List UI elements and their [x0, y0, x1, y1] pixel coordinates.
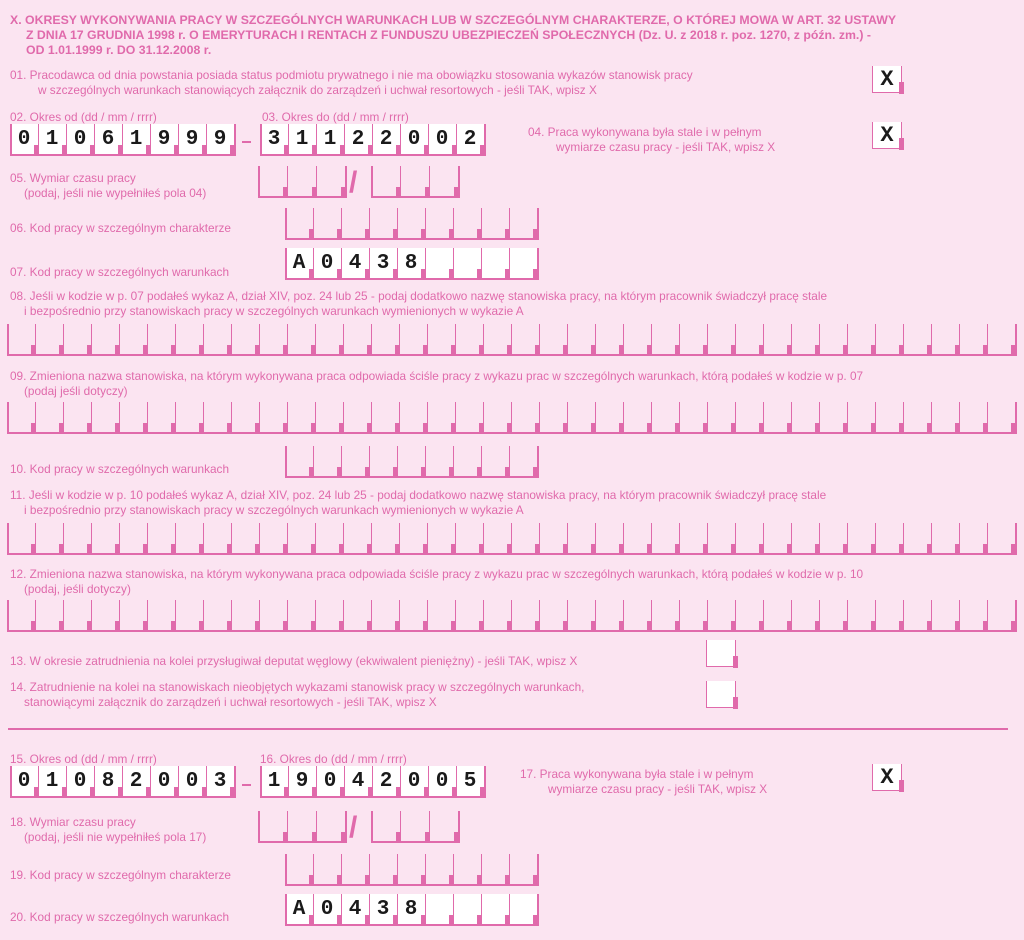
- char-cell[interactable]: 3: [206, 766, 236, 798]
- char-cell[interactable]: [341, 208, 369, 240]
- field-03-label: 03. Okres do (dd / mm / rrrr): [262, 110, 409, 124]
- char-cell[interactable]: [259, 600, 287, 632]
- field-11-cells[interactable]: [7, 523, 1017, 554]
- char-cell[interactable]: [175, 523, 203, 555]
- char-cell[interactable]: [399, 523, 427, 555]
- char-cell[interactable]: [231, 600, 259, 632]
- char-cell[interactable]: [735, 600, 763, 632]
- header-line-2: Z DNIA 17 GRUDNIA 1998 r. O EMERYTURACH I RENTACH Z FUNDUSZU UBEZPIECZEŃ SPOŁECZNYCH (Dz. U. z 2018 r. poz. 1270, z późn. zm.) -: [26, 28, 871, 42]
- char-cell[interactable]: [258, 811, 287, 843]
- char-cell[interactable]: [509, 208, 539, 240]
- char-cell[interactable]: [875, 600, 903, 632]
- char-cell[interactable]: [91, 402, 119, 434]
- char-cell[interactable]: [959, 600, 987, 632]
- char-cell[interactable]: [147, 523, 175, 555]
- char-cell[interactable]: [147, 600, 175, 632]
- char-cell[interactable]: [819, 402, 847, 434]
- field-17-checkbox[interactable]: X: [872, 764, 902, 791]
- char-cell[interactable]: [987, 600, 1017, 632]
- char-cell[interactable]: [231, 523, 259, 555]
- char-cell[interactable]: [285, 446, 313, 478]
- char-cell[interactable]: [791, 402, 819, 434]
- char-cell[interactable]: [369, 854, 397, 886]
- char-cell[interactable]: [707, 324, 735, 356]
- char-cell[interactable]: [481, 208, 509, 240]
- char-cell[interactable]: [259, 324, 287, 356]
- char-cell[interactable]: [903, 523, 931, 555]
- char-cell[interactable]: A: [285, 248, 313, 280]
- char-cell[interactable]: [285, 854, 313, 886]
- field-18-label: 18. Wymiar czasu pracy (podaj, jeśli nie wypełniłeś pola 17): [10, 815, 207, 844]
- char-cell[interactable]: [399, 600, 427, 632]
- char-cell[interactable]: [481, 248, 509, 280]
- char-cell[interactable]: [903, 600, 931, 632]
- char-cell[interactable]: [509, 446, 539, 478]
- char-cell[interactable]: [483, 402, 511, 434]
- field-03-date-cells[interactable]: [260, 124, 486, 155]
- char-cell[interactable]: [455, 523, 483, 555]
- char-cell[interactable]: [397, 854, 425, 886]
- char-cell[interactable]: [847, 402, 875, 434]
- char-cell[interactable]: [707, 402, 735, 434]
- char-cell[interactable]: [7, 402, 35, 434]
- char-cell[interactable]: [203, 523, 231, 555]
- char-cell[interactable]: [623, 523, 651, 555]
- char-cell[interactable]: 2: [372, 124, 400, 156]
- char-cell[interactable]: [453, 248, 481, 280]
- char-cell[interactable]: [567, 324, 595, 356]
- field-16-date-cells[interactable]: [260, 766, 486, 797]
- char-cell[interactable]: [539, 600, 567, 632]
- char-cell[interactable]: [203, 402, 231, 434]
- char-cell[interactable]: 2: [456, 124, 486, 156]
- char-cell[interactable]: [567, 523, 595, 555]
- char-cell[interactable]: [567, 600, 595, 632]
- field-18-denominator-cells[interactable]: [371, 811, 460, 842]
- char-cell[interactable]: [425, 446, 453, 478]
- char-cell[interactable]: [315, 600, 343, 632]
- char-cell[interactable]: [147, 324, 175, 356]
- char-cell[interactable]: [707, 600, 735, 632]
- char-cell[interactable]: [763, 523, 791, 555]
- char-cell[interactable]: 8: [397, 894, 425, 926]
- char-cell[interactable]: [91, 523, 119, 555]
- char-cell[interactable]: [63, 324, 91, 356]
- field-12-label: 12. Zmieniona nazwa stanowiska, na którym wykonywana praca odpowiada ściśle pracy z wykazu prac w szczególnych warunkach, którą podałeś w kodzie w p. 10 (podaj, jeśli dotyczy): [10, 567, 864, 596]
- char-cell[interactable]: [287, 324, 315, 356]
- char-cell[interactable]: [651, 402, 679, 434]
- char-cell[interactable]: [595, 402, 623, 434]
- char-cell[interactable]: [847, 324, 875, 356]
- char-cell[interactable]: 0: [313, 248, 341, 280]
- char-cell[interactable]: [539, 523, 567, 555]
- field-01-checkbox[interactable]: X: [872, 66, 902, 93]
- char-cell[interactable]: [397, 446, 425, 478]
- char-cell[interactable]: [119, 402, 147, 434]
- char-cell[interactable]: [343, 402, 371, 434]
- field-09-label: 09. Zmieniona nazwa stanowiska, na którym wykonywana praca odpowiada ściśle pracy z wykazu prac w szczególnych warunkach, którą podałeś w kodzie w p. 07 (podaj jeśli dotyczy): [10, 369, 864, 398]
- char-cell[interactable]: [35, 600, 63, 632]
- field-14-checkbox[interactable]: [706, 681, 736, 708]
- char-cell[interactable]: 9: [150, 124, 178, 156]
- field-17-label: 17. Praca wykonywana była stale i w pełnym wymiarze czasu pracy - jeśli TAK, wpisz X: [520, 767, 768, 796]
- char-cell[interactable]: [343, 324, 371, 356]
- char-cell[interactable]: [287, 811, 316, 843]
- char-cell[interactable]: [679, 402, 707, 434]
- char-cell[interactable]: 1: [316, 124, 344, 156]
- field-13-label: 13. W okresie zatrudnienia na kolei przysługiwał deputat węglowy (ekwiwalent pieniężny) - jeśli TAK, wpisz X: [10, 654, 578, 668]
- char-cell[interactable]: [735, 324, 763, 356]
- field-08-label: 08. Jeśli w kodzie w p. 07 podałeś wykaz A, dział XIV, poz. 24 lub 25 - podaj dodatkowo nazwę stanowiska pracy, na którym pracownik świadczył pracę stale i bezpośrednio przy stanowiskach pracy w szczególnych warunkach wymienionych w wykazie A: [10, 289, 828, 318]
- char-cell[interactable]: [567, 402, 595, 434]
- field-20-label: 20. Kod pracy w szczególnych warunkach: [10, 910, 230, 924]
- field-04-checkbox[interactable]: X: [872, 122, 902, 149]
- char-cell[interactable]: [35, 402, 63, 434]
- char-cell[interactable]: [595, 324, 623, 356]
- char-cell[interactable]: [371, 523, 399, 555]
- char-cell[interactable]: [455, 324, 483, 356]
- field-07-cells[interactable]: [285, 248, 539, 279]
- char-cell[interactable]: [679, 324, 707, 356]
- char-cell[interactable]: [258, 166, 287, 198]
- char-cell[interactable]: [35, 523, 63, 555]
- char-cell[interactable]: [511, 402, 539, 434]
- char-cell[interactable]: 0: [428, 766, 456, 798]
- char-cell[interactable]: 5: [456, 766, 486, 798]
- char-cell[interactable]: [651, 324, 679, 356]
- field-12-cells[interactable]: [7, 600, 1017, 631]
- char-cell[interactable]: [903, 402, 931, 434]
- char-cell[interactable]: [371, 600, 399, 632]
- char-cell[interactable]: [875, 402, 903, 434]
- field-20-cells[interactable]: [285, 894, 539, 925]
- field-15-label: 15. Okres od (dd / mm / rrrr): [10, 752, 157, 766]
- char-cell[interactable]: [539, 324, 567, 356]
- char-cell[interactable]: 0: [428, 124, 456, 156]
- char-cell[interactable]: [371, 166, 400, 198]
- char-cell[interactable]: 0: [150, 766, 178, 798]
- char-cell[interactable]: [203, 324, 231, 356]
- date-range-dash: [242, 141, 251, 143]
- fraction-slash-2: /: [349, 811, 358, 844]
- char-cell[interactable]: [287, 402, 315, 434]
- char-cell[interactable]: [623, 324, 651, 356]
- char-cell[interactable]: [371, 324, 399, 356]
- char-cell[interactable]: [175, 600, 203, 632]
- char-cell[interactable]: 8: [397, 248, 425, 280]
- char-cell[interactable]: [429, 166, 460, 198]
- char-cell[interactable]: [453, 446, 481, 478]
- field-02-date-cells[interactable]: [10, 124, 236, 155]
- char-cell[interactable]: [203, 600, 231, 632]
- char-cell[interactable]: [287, 600, 315, 632]
- char-cell[interactable]: [483, 324, 511, 356]
- char-cell[interactable]: 0: [10, 766, 38, 798]
- char-cell[interactable]: [959, 324, 987, 356]
- char-cell[interactable]: [483, 600, 511, 632]
- char-cell[interactable]: [425, 208, 453, 240]
- char-cell[interactable]: [399, 324, 427, 356]
- char-cell[interactable]: [651, 600, 679, 632]
- char-cell[interactable]: 6: [94, 124, 122, 156]
- char-cell[interactable]: [259, 402, 287, 434]
- char-cell[interactable]: [91, 600, 119, 632]
- char-cell[interactable]: [369, 208, 397, 240]
- fraction-slash: /: [349, 166, 358, 199]
- char-cell[interactable]: [119, 523, 147, 555]
- char-cell[interactable]: 0: [313, 894, 341, 926]
- char-cell[interactable]: [987, 523, 1017, 555]
- char-cell[interactable]: 4: [344, 766, 372, 798]
- char-cell[interactable]: [7, 324, 35, 356]
- char-cell[interactable]: [791, 324, 819, 356]
- char-cell[interactable]: 3: [369, 248, 397, 280]
- char-cell[interactable]: A: [285, 894, 313, 926]
- char-cell[interactable]: [987, 402, 1017, 434]
- char-cell[interactable]: [539, 402, 567, 434]
- char-cell[interactable]: [7, 523, 35, 555]
- char-cell[interactable]: [735, 523, 763, 555]
- char-cell[interactable]: [315, 402, 343, 434]
- char-cell[interactable]: [425, 854, 453, 886]
- char-cell[interactable]: [595, 600, 623, 632]
- char-cell[interactable]: 4: [341, 248, 369, 280]
- char-cell[interactable]: 1: [122, 124, 150, 156]
- field-06-cells[interactable]: [285, 208, 539, 239]
- char-cell[interactable]: 1: [38, 766, 66, 798]
- char-cell[interactable]: [483, 523, 511, 555]
- char-cell[interactable]: [735, 402, 763, 434]
- char-cell[interactable]: [455, 600, 483, 632]
- field-10-label: 10. Kod pracy w szczególnych warunkach: [10, 462, 230, 476]
- char-cell[interactable]: [511, 600, 539, 632]
- char-cell[interactable]: [175, 402, 203, 434]
- char-cell[interactable]: [819, 324, 847, 356]
- char-cell[interactable]: [316, 811, 347, 843]
- char-cell[interactable]: [91, 324, 119, 356]
- char-cell[interactable]: [651, 523, 679, 555]
- char-cell[interactable]: [427, 402, 455, 434]
- field-06-label: 06. Kod pracy w szczególnym charakterze: [10, 221, 231, 235]
- char-cell[interactable]: [315, 324, 343, 356]
- char-cell[interactable]: 2: [372, 766, 400, 798]
- char-cell[interactable]: [287, 523, 315, 555]
- char-cell[interactable]: [455, 402, 483, 434]
- char-cell[interactable]: [35, 324, 63, 356]
- field-19-label: 19. Kod pracy w szczególnym charakterze: [10, 868, 231, 882]
- char-cell[interactable]: [287, 166, 316, 198]
- char-cell[interactable]: [509, 894, 539, 926]
- date-range-dash-2: [242, 784, 251, 786]
- field-05-denominator-cells[interactable]: [371, 166, 460, 197]
- char-cell[interactable]: [931, 523, 959, 555]
- char-cell[interactable]: [371, 811, 400, 843]
- char-cell[interactable]: [63, 402, 91, 434]
- char-cell[interactable]: 2: [344, 124, 372, 156]
- char-cell[interactable]: [763, 402, 791, 434]
- field-15-date-cells[interactable]: [10, 766, 236, 797]
- char-cell[interactable]: [397, 208, 425, 240]
- char-cell[interactable]: [175, 324, 203, 356]
- char-cell[interactable]: [453, 208, 481, 240]
- char-cell[interactable]: [931, 324, 959, 356]
- char-cell[interactable]: [427, 324, 455, 356]
- char-cell[interactable]: [119, 600, 147, 632]
- char-cell[interactable]: [679, 523, 707, 555]
- char-cell[interactable]: [429, 811, 460, 843]
- char-cell[interactable]: [959, 402, 987, 434]
- char-cell[interactable]: [400, 166, 429, 198]
- char-cell[interactable]: [371, 402, 399, 434]
- char-cell[interactable]: [903, 324, 931, 356]
- char-cell[interactable]: [509, 248, 539, 280]
- char-cell[interactable]: [313, 854, 341, 886]
- char-cell[interactable]: 1: [38, 124, 66, 156]
- field-09-cells[interactable]: [7, 402, 1017, 433]
- char-cell[interactable]: [481, 894, 509, 926]
- char-cell[interactable]: [231, 402, 259, 434]
- field-13-checkbox[interactable]: [706, 640, 736, 667]
- char-cell[interactable]: [453, 854, 481, 886]
- char-cell[interactable]: [819, 523, 847, 555]
- char-cell[interactable]: [595, 523, 623, 555]
- char-cell[interactable]: [313, 446, 341, 478]
- char-cell[interactable]: [481, 854, 509, 886]
- char-cell[interactable]: [399, 402, 427, 434]
- char-cell[interactable]: 3: [260, 124, 288, 156]
- char-cell[interactable]: [847, 600, 875, 632]
- char-cell[interactable]: [285, 208, 313, 240]
- char-cell[interactable]: 9: [178, 124, 206, 156]
- field-04-label: 04. Praca wykonywana była stale i w pełnym wymiarze czasu pracy - jeśli TAK, wpisz X: [528, 125, 776, 154]
- char-cell[interactable]: [343, 600, 371, 632]
- char-cell[interactable]: [231, 324, 259, 356]
- field-08-cells[interactable]: [7, 324, 1017, 355]
- char-cell[interactable]: [343, 523, 371, 555]
- char-cell[interactable]: [623, 600, 651, 632]
- char-cell[interactable]: 0: [316, 766, 344, 798]
- field-07-label: 07. Kod pracy w szczególnych warunkach: [10, 265, 230, 279]
- header-line-3: OD 1.01.1999 r. DO 31.12.2008 r.: [26, 43, 212, 57]
- char-cell[interactable]: 0: [178, 766, 206, 798]
- field-02-label: 02. Okres od (dd / mm / rrrr): [10, 110, 157, 124]
- char-cell[interactable]: [427, 600, 455, 632]
- char-cell[interactable]: 9: [206, 124, 236, 156]
- char-cell[interactable]: [481, 446, 509, 478]
- char-cell[interactable]: [931, 600, 959, 632]
- char-cell[interactable]: [369, 446, 397, 478]
- char-cell[interactable]: [931, 402, 959, 434]
- header-line-1: X. OKRESY WYKONYWANIA PRACY W SZCZEGÓLNYCH WARUNKACH LUB W SZCZEGÓLNYM CHARAKTERZE, O KTÓREJ MOWA W ART. 32 USTAWY: [10, 13, 897, 27]
- char-cell[interactable]: 2: [122, 766, 150, 798]
- section-header: [10, 13, 1010, 58]
- char-cell[interactable]: 0: [10, 124, 38, 156]
- char-cell[interactable]: [623, 402, 651, 434]
- char-cell[interactable]: [987, 324, 1017, 356]
- char-cell[interactable]: 1: [288, 124, 316, 156]
- field-16-label: 16. Okres do (dd / mm / rrrr): [260, 752, 407, 766]
- field-11-label: 11. Jeśli w kodzie w p. 10 podałeś wykaz A, dział XIV, poz. 24 lub 25 - podaj dodatkowo nazwę stanowiska pracy, na którym pracownik świadczył pracę stale i bezpośrednio przy stanowiskach pracy w szczególnych warunkach wymienionych w wykazie A: [10, 488, 827, 517]
- char-cell[interactable]: 0: [66, 124, 94, 156]
- char-cell[interactable]: [315, 523, 343, 555]
- field-19-cells[interactable]: [285, 854, 539, 885]
- char-cell[interactable]: [763, 600, 791, 632]
- section-separator: [8, 728, 1008, 730]
- char-cell[interactable]: [959, 523, 987, 555]
- field-14-label: 14. Zatrudnienie na kolei na stanowiskach nieobjętych wykazami stanowisk pracy w szczególnych warunkach, stanowiącymi załącznik do zarządzeń i uchwał resortowych - jeśli TAK, wpisz X: [10, 680, 585, 709]
- char-cell[interactable]: [341, 446, 369, 478]
- char-cell[interactable]: [425, 248, 453, 280]
- char-cell[interactable]: 8: [94, 766, 122, 798]
- char-cell[interactable]: 9: [288, 766, 316, 798]
- char-cell[interactable]: [875, 324, 903, 356]
- char-cell[interactable]: [259, 523, 287, 555]
- char-cell[interactable]: [425, 894, 453, 926]
- char-cell[interactable]: [63, 523, 91, 555]
- char-cell[interactable]: 3: [369, 894, 397, 926]
- char-cell[interactable]: [875, 523, 903, 555]
- char-cell[interactable]: [791, 600, 819, 632]
- char-cell[interactable]: [511, 324, 539, 356]
- char-cell[interactable]: 0: [400, 124, 428, 156]
- char-cell[interactable]: [847, 523, 875, 555]
- char-cell[interactable]: [7, 600, 35, 632]
- char-cell[interactable]: [707, 523, 735, 555]
- char-cell[interactable]: [63, 600, 91, 632]
- char-cell[interactable]: [511, 523, 539, 555]
- char-cell[interactable]: 4: [341, 894, 369, 926]
- field-05-label: 05. Wymiar czasu pracy (podaj, jeśli nie wypełniłeś pola 04): [10, 171, 207, 200]
- char-cell[interactable]: [119, 324, 147, 356]
- char-cell[interactable]: [341, 854, 369, 886]
- char-cell[interactable]: [679, 600, 707, 632]
- char-cell[interactable]: [313, 208, 341, 240]
- field-01-label: 01. Pracodawca od dnia powstania posiada status podmiotu prywatnego i nie ma obowiązku stosowania wykazów stanowisk pracy w szczególnych warunkach stanowiących załącznik do zarządzeń i uchwał resortowych - jeśli TAK, wpisz X: [10, 68, 693, 97]
- char-cell[interactable]: 1: [260, 766, 288, 798]
- char-cell[interactable]: [400, 811, 429, 843]
- char-cell[interactable]: [427, 523, 455, 555]
- char-cell[interactable]: [316, 166, 347, 198]
- char-cell[interactable]: [819, 600, 847, 632]
- char-cell[interactable]: [791, 523, 819, 555]
- field-18-numerator-cells[interactable]: [258, 811, 347, 842]
- field-05-numerator-cells[interactable]: [258, 166, 347, 197]
- field-10-cells[interactable]: [285, 446, 539, 477]
- char-cell[interactable]: [509, 854, 539, 886]
- char-cell[interactable]: 0: [400, 766, 428, 798]
- char-cell[interactable]: [763, 324, 791, 356]
- char-cell[interactable]: [147, 402, 175, 434]
- char-cell[interactable]: [453, 894, 481, 926]
- char-cell[interactable]: 0: [66, 766, 94, 798]
